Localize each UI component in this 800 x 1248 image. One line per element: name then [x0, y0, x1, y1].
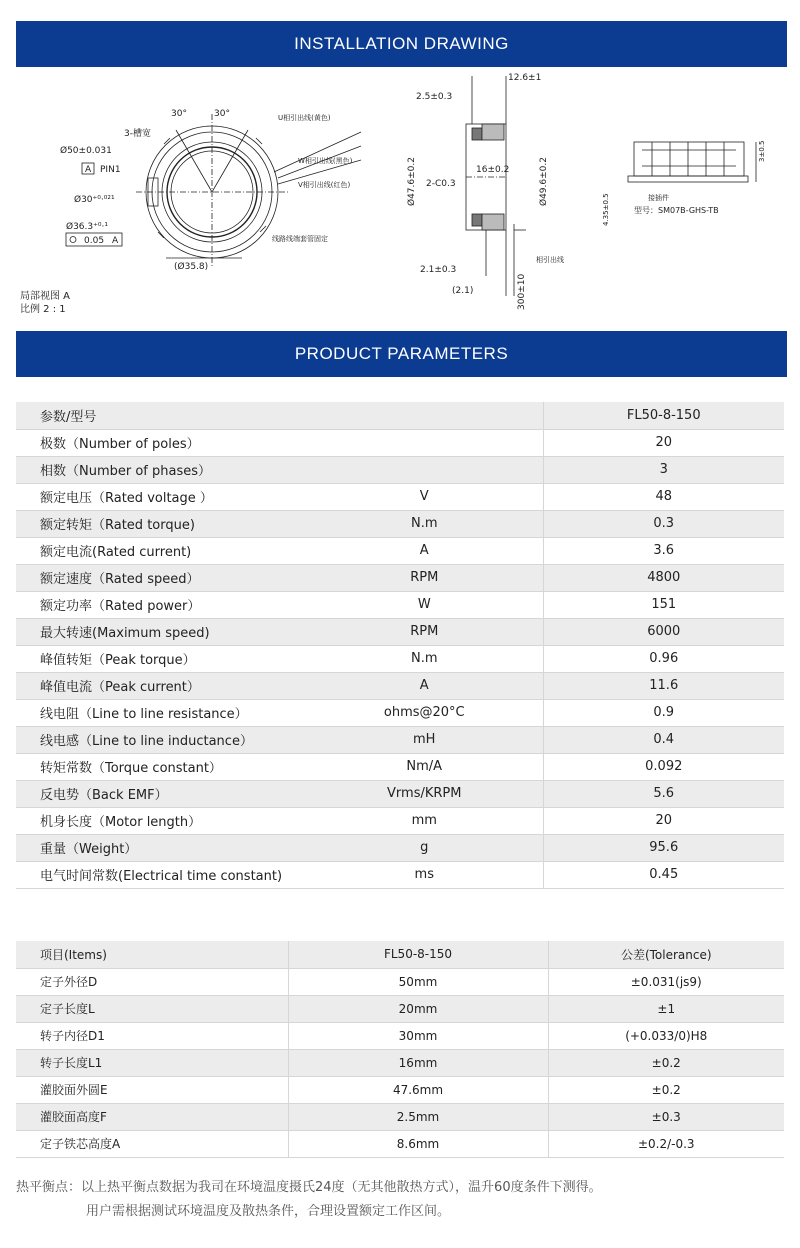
dim-21-label: 2.1±0.3 [420, 265, 457, 275]
runout-value: 0.05 [84, 236, 105, 246]
table-row [16, 483, 784, 510]
table-row [16, 995, 784, 1022]
param-unit: RPM [306, 564, 543, 591]
dim-item: 定子铁芯高度A [16, 1130, 288, 1157]
installation-drawing-banner [16, 21, 787, 67]
param-name: 反电势（Back EMF） [16, 780, 306, 807]
table-row [16, 780, 784, 807]
runout-datum: A [112, 236, 119, 246]
conn-h-label: 3±0.5 [758, 140, 766, 162]
connector-view [628, 142, 756, 182]
table-row [16, 807, 784, 834]
installation-title: INSTALLATION DRAWING [294, 34, 509, 53]
param-name: 峰值转矩（Peak torque） [16, 645, 306, 672]
dim-496-label: Ø49.6±0.2 [539, 157, 549, 206]
dim-126-label: 12.6±1 [508, 73, 542, 83]
view-title: 局部视图 A [20, 291, 71, 302]
param-name: 机身长度（Motor length） [16, 807, 306, 834]
table-row [16, 645, 784, 672]
dim-value: 8.6mm [288, 1130, 548, 1157]
dim-tolerance: ±0.2 [548, 1049, 784, 1076]
connector-view-labels [602, 141, 766, 226]
wire-u-label: U相引出线(黄色) [278, 114, 331, 122]
param-unit [306, 402, 543, 429]
dim-300-label: 300±10 [517, 273, 527, 310]
param-value: 48 [543, 483, 784, 510]
param-value: 3.6 [543, 537, 784, 564]
param-unit: mm [306, 807, 543, 834]
param-unit [306, 429, 543, 456]
bore-label: Ø36.3⁺⁰·¹ [66, 222, 108, 232]
dim-16-label: 16±0.2 [476, 165, 510, 175]
param-name: 相数（Number of phases） [16, 456, 306, 483]
wire-v-label: V相引出线(红色) [298, 181, 351, 189]
table-row [16, 1022, 784, 1049]
table-row [16, 861, 784, 888]
table-row [16, 699, 784, 726]
param-unit: N.m [306, 645, 543, 672]
table-row [16, 1049, 784, 1076]
dim-value: FL50-8-150 [288, 941, 548, 968]
angle-right-label: 30° [214, 109, 230, 119]
dim-tolerance: ±0.2/-0.3 [548, 1130, 784, 1157]
dim-item: 定子长度L [16, 995, 288, 1022]
param-unit: g [306, 834, 543, 861]
dim-value: 50mm [288, 968, 548, 995]
table-row [16, 591, 784, 618]
param-value: 0.3 [543, 510, 784, 537]
table-row [16, 834, 784, 861]
dim-value: 30mm [288, 1022, 548, 1049]
param-name: 额定功率（Rated power） [16, 591, 306, 618]
param-name: 电气时间常数(Electrical time constant) [16, 861, 306, 888]
table-row [16, 726, 784, 753]
parameters-title: PRODUCT PARAMETERS [294, 344, 509, 363]
thermal-note [16, 1176, 602, 1224]
dim-item: 定子外径D [16, 968, 288, 995]
param-unit: A [306, 672, 543, 699]
param-value: 4800 [543, 564, 784, 591]
param-unit: N.m [306, 510, 543, 537]
param-value: 0.9 [543, 699, 784, 726]
connector-label: 接插件 [648, 194, 669, 202]
param-name: 峰值电流（Peak current） [16, 672, 306, 699]
dim-value: 20mm [288, 995, 548, 1022]
param-name: 额定电流(Rated current) [16, 537, 306, 564]
dim-tolerance: ±0.3 [548, 1103, 784, 1130]
angle-left-label: 30° [171, 109, 187, 119]
param-name: 线电阻（Line to line resistance） [16, 699, 306, 726]
table-row [16, 510, 784, 537]
param-value: 11.6 [543, 672, 784, 699]
thermal-note-line2: 用户需根据测试环境温度及散热条件，合理设置额定工作区间。 [86, 1204, 451, 1219]
dimensions-table [16, 941, 784, 1158]
param-name: 额定速度（Rated speed） [16, 564, 306, 591]
section-view-labels [406, 73, 564, 310]
param-value: 20 [543, 429, 784, 456]
dim-476-label: Ø47.6±0.2 [407, 157, 417, 206]
dim-tolerance: 公差(Tolerance) [548, 941, 784, 968]
param-unit: A [306, 537, 543, 564]
table-row [16, 618, 784, 645]
slot-label: 3-槽宽 [124, 129, 151, 139]
param-value: 151 [543, 591, 784, 618]
lead-label: 相引出线 [536, 256, 564, 264]
dim-item: 灌胶面外圆E [16, 1076, 288, 1103]
view-note [20, 290, 70, 316]
section-view [466, 76, 526, 296]
param-name: 线电感（Line to line inductance） [16, 726, 306, 753]
dim-value: 2.5mm [288, 1103, 548, 1130]
param-name: 转矩常数（Torque constant） [16, 753, 306, 780]
param-value: 0.96 [543, 645, 784, 672]
view-scale: 比例 2 : 1 [20, 304, 66, 315]
param-value: 95.6 [543, 834, 784, 861]
dim-item: 项目(Items) [16, 941, 288, 968]
dim-c03-label: 2-C0.3 [426, 179, 456, 189]
front-view [136, 114, 361, 266]
conn-side-label: 4.35±0.5 [602, 193, 610, 226]
table-row [16, 564, 784, 591]
installation-drawing [16, 66, 787, 328]
dim-value: 47.6mm [288, 1076, 548, 1103]
id-label: Ø30⁺⁰·⁰²¹ [74, 195, 115, 205]
param-unit: ohms@20°C [306, 699, 543, 726]
param-name: 最大转速(Maximum speed) [16, 618, 306, 645]
front-view-labels [60, 109, 353, 272]
thermal-note-line1: 热平衡点：以上热平衡点数据为我司在环境温度摄氏24度（无其他散热方式），温升60度条件下测得。 [16, 1180, 602, 1195]
param-unit: RPM [306, 618, 543, 645]
param-unit: mH [306, 726, 543, 753]
od-label: Ø50±0.031 [60, 146, 112, 156]
parameters-table [16, 402, 784, 889]
param-unit: ms [306, 861, 543, 888]
param-name: 额定转矩（Rated torque) [16, 510, 306, 537]
param-value: 5.6 [543, 780, 784, 807]
param-value: FL50-8-150 [543, 402, 784, 429]
dim-item: 转子内径D1 [16, 1022, 288, 1049]
param-unit: W [306, 591, 543, 618]
pin-label: PIN1 [100, 165, 121, 175]
wire-fix-label: 线路线端套管固定 [272, 235, 328, 243]
table-row [16, 456, 784, 483]
param-value: 0.4 [543, 726, 784, 753]
param-value: 20 [543, 807, 784, 834]
param-value: 0.092 [543, 753, 784, 780]
pcd-label: (Ø35.8) [174, 262, 209, 272]
dim-21p-label: (2.1) [452, 286, 474, 296]
param-unit: Nm/A [306, 753, 543, 780]
param-unit: V [306, 483, 543, 510]
model-label: 型号：SM07B-GHS-TB [634, 206, 719, 215]
table-row [16, 1103, 784, 1130]
product-parameters-banner [16, 331, 787, 377]
dim-25-label: 2.5±0.3 [416, 92, 453, 102]
table-row [16, 537, 784, 564]
param-value: 3 [543, 456, 784, 483]
dim-tolerance: ±1 [548, 995, 784, 1022]
table-row [16, 1130, 784, 1157]
param-name: 极数（Number of poles） [16, 429, 306, 456]
dim-item: 转子长度L1 [16, 1049, 288, 1076]
table-row [16, 1076, 784, 1103]
param-unit: Vrms/KRPM [306, 780, 543, 807]
dim-tolerance: ±0.031(js9) [548, 968, 784, 995]
table-row [16, 429, 784, 456]
dim-tolerance: ±0.2 [548, 1076, 784, 1103]
param-name: 重量（Weight） [16, 834, 306, 861]
table-row [16, 753, 784, 780]
dim-tolerance: (+0.033/0)H8 [548, 1022, 784, 1049]
table-row [16, 672, 784, 699]
param-name: 额定电压（Rated voltage ） [16, 483, 306, 510]
param-name: 参数/型号 [16, 402, 306, 429]
dim-item: 灌胶面高度F [16, 1103, 288, 1130]
wire-w-label: W相引出线(黑色) [298, 157, 353, 165]
param-value: 6000 [543, 618, 784, 645]
dim-value: 16mm [288, 1049, 548, 1076]
table-row [16, 968, 784, 995]
table-row [16, 402, 784, 429]
param-value: 0.45 [543, 861, 784, 888]
datum-label: A [85, 165, 92, 175]
table-row [16, 941, 784, 968]
param-unit [306, 456, 543, 483]
